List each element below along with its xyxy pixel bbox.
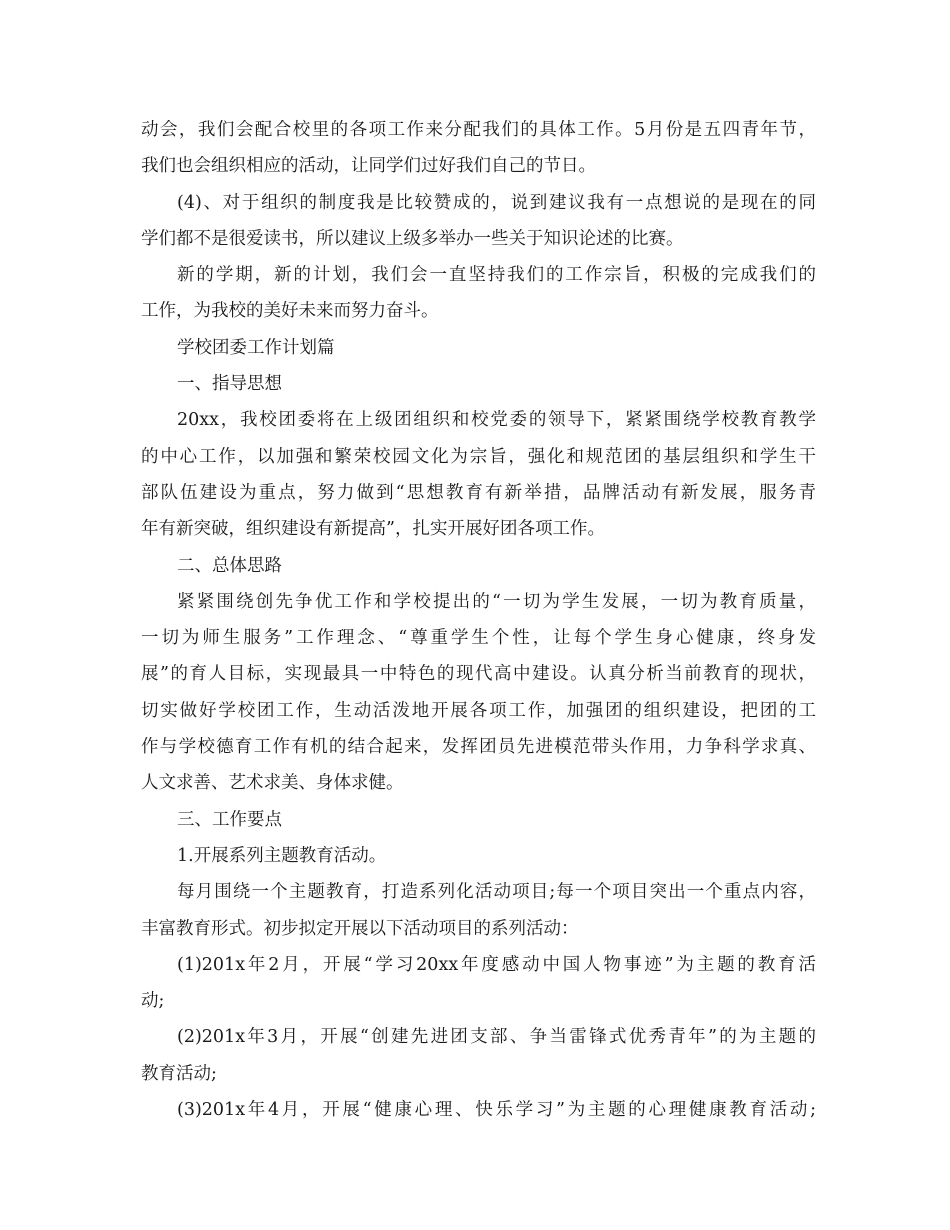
text-line: 动会，我们会配合校里的各项工作来分配我们的具体工作。5月份是五四青年节， [141,120,816,140]
text-line: 1.开展系列主题教育活动。 [177,845,387,866]
text-line: 切实做好学校团工作，生动活泼地开展各项工作，加强团的组织建设，把团的工 [141,700,816,721]
text-line: 展”的育人目标，实现最具一中特色的现代高中建设。认真分析当前教育的现状， [141,664,816,685]
text-line: 二、总体思路 [177,555,282,576]
text-line: 年有新突破，组织建设有新提高”，扎实开展好团各项工作。 [141,519,605,540]
text-line: 工作，为我校的美好未来而努力奋斗。 [141,301,439,322]
text-line: 每月围绕一个主题教育，打造系列化活动项目;每一个项目突出一个重点内容， [177,882,816,903]
text-line: 我们也会组织相应的活动，让同学们过好我们自己的节日。 [141,156,596,177]
text-line: 20xx，我校团委将在上级团组织和校党委的领导下，紧紧围绕学校教育教学 [177,410,816,431]
text-line: 作与学校德育工作有机的结合起来，发挥团员先进模范带头作用，力争科学求真、 [141,737,816,758]
document-body [141,112,816,1128]
text-line: 丰富教育形式。初步拟定开展以下活动项目的系列活动： [141,918,579,939]
text-line: (3)201x年4月，开展“健康心理、快乐学习”为主题的心理健康教育活动; [177,1100,816,1121]
text-line: 部队伍建设为重点，努力做到“思想教育有新举措，品牌活动有新发展，服务青 [141,482,816,503]
text-line: 的中心工作，以加强和繁荣校园文化为宗旨，强化和规范团的基层组织和学生干 [141,446,816,467]
text-line: 紧紧围绕创先争优工作和学校提出的“一切为学生发展，一切为教育质量， [177,591,816,612]
text-line: 动; [141,991,165,1012]
text-line: (1)201x年2月，开展“学习20xx年度感动中国人物事迹”为主题的教育活 [177,954,816,975]
text-line: (4)、对于组织的制度我是比较赞成的，说到建议我有一点想说的是现在的同 [177,192,816,213]
text-line: 新的学期，新的计划，我们会一直坚持我们的工作宗旨，积极的完成我们的 [177,265,816,286]
text-line: 人文求善、艺术求美、身体求健。 [141,773,404,794]
text-line: 学们都不是很爱读书，所以建议上级多举办一些关于知识论述的比赛。 [141,228,684,249]
text-line: 三、工作要点 [177,809,282,830]
text-line: 一切为师生服务”工作理念、“尊重学生个性，让每个学生身心健康，终身发 [141,628,816,649]
text-line: 教育活动; [141,1063,217,1084]
text-line: (2)201x年3月，开展“创建先进团支部、争当雷锋式优秀青年”的为主题的 [177,1027,816,1048]
text-line: 学校团委工作计划篇 [177,337,335,358]
text-line: 一、指导思想 [177,374,282,395]
